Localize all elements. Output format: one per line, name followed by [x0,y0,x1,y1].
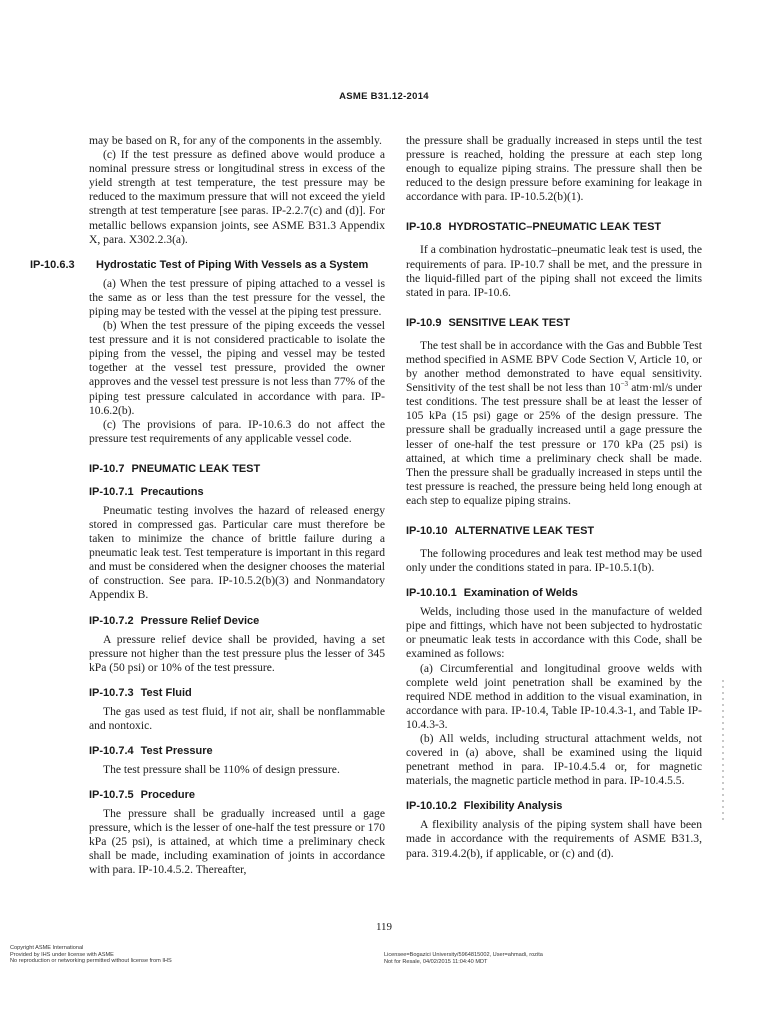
section-heading-ip-10-7-1: IP-10.7.1 Precautions [89,485,204,498]
section-heading-ip-10-7-3: IP-10.7.3 Test Fluid [89,686,192,699]
scan-artifact [722,680,724,820]
section-heading-ip-10-7: IP-10.7 PNEUMATIC LEAK TEST [89,462,261,475]
paragraph: the pressure shall be gradually increased in steps until the test pressure is reached, holding the pressure at each step long enough to equalize piping strains. The pressure shall then be reduced to the design pressure before examining for leakage in accordance with para. IP-10.5.2(b)(1). [406,134,702,204]
section-heading-ip-10-8: IP-10.8 HYDROSTATIC–PNEUMATIC LEAK TEST [406,221,662,234]
running-header: ASME B31.12-2014 [339,91,429,102]
paragraph: If a combination hydrostatic–pneumatic leak test is used, the requirements of para. IP-10.7 shall be met, and the pressure in the liquid-filled part of the piping shall not exceed the limits stated in para. IP-10.6. [406,243,702,299]
paragraph: may be based on R, for any of the components in the assembly. [89,134,382,147]
right-column [406,134,702,861]
paragraph: (c) The provisions of para. IP-10.6.3 do not affect the pressure test requirements of any applicable vessel code. [89,417,385,445]
paragraph: The gas used as test fluid, if not air, shall be nonflammable and nontoxic. [89,704,385,732]
paragraph: (a) When the test pressure of piping attached to a vessel is the same as or less than the test pressure for the vessel, the piping may be tested with the vessel at the piping test pressure. [89,276,385,318]
copyright-footer: Copyright ASME International Provided by IHS under license with ASME No reproduction or networking permitted without license from IHS [10,945,172,965]
left-column [30,134,385,878]
paragraph: (b) When the test pressure of the piping exceeds the vessel test pressure and it is not considered practicable to isolate the piping from the vessel, the piping and vessel may be tested together at the vessel test pressure, provided the owner approves and the vessel test pressure is not less than 77% of the piping test pressure calculated in accordance with para. IP-10.6.2(b). [89,319,385,417]
paragraph: (a) Circumferential and longitudinal groove welds with complete weld joint penetration shall be examined by the required NDE method in addition to the visual examination, in accordance with para. IP-10.4, Table IP-10.4.3-1, and Table IP-10.4.3-3. [406,661,702,731]
license-footer: Licensee=Bogazici University/5964815002, User=ahmadi, rozita Not for Resale, 04/02/2015 11:04:40 MDT [384,952,543,965]
exponent: −3 [620,380,629,389]
paragraph: The pressure shall be gradually increased until a gage pressure, which is the lesser of one-half the test pressure or 170 kPa (25 psi), is attained, at which time a preliminary check shall be made, including examination of joints in accordance with para. IP-10.4.5.2. Thereafter, [89,807,385,877]
section-heading-ip-10-10-2: IP-10.10.2 Flexibility Analysis [406,800,563,813]
section-heading-ip-10-7-4: IP-10.7.4 Test Pressure [89,745,213,757]
paragraph: (c) If the test pressure as defined above would produce a nominal pressure stress or longitudinal stress in excess of the yield strength at test temperature, the test pressure may be reduced to the maximum pressure that will not exceed the yield strength at test temperature [see paras. IP-2.2.7(c) and (d)]. For metallic bellows expansion joints, see ASME B31.3 Appendix X, para. X302.2.3(a). [89,148,385,246]
paragraph: Pneumatic testing involves the hazard of released energy stored in compressed gas. Particular care must therefore be taken to minimize the chance of brittle failure during a pneumatic leak test. Test temperature is important in this regard and must be considered when the designer chooses the material of construction. See para. IP-10.5.2(b)(3) and Nonmandatory Appendix B. [89,503,385,602]
paragraph: The following procedures and leak test method may be used only under the conditions stated in para. IP-10.5.1(b). [406,546,702,575]
paragraph: A flexibility analysis of the piping system shall have been made in accordance with the requirements of ASME B31.3, para. 319.4.2(b), if applicable, or (c) and (d). [406,818,702,860]
paragraph: Welds, including those used in the manufacture of welded pipe and fittings, which have not been subjected to hydrostatic or pneumatic leak tests in accordance with this Code, shall be examined as follows: [406,605,702,661]
section-heading-ip-10-9: IP-10.9 SENSITIVE LEAK TEST [406,316,571,329]
section-heading-ip-10-7-5: IP-10.7.5 Procedure [89,789,196,802]
section-heading-ip-10-10-1: IP-10.10.1 Examination of Welds [406,587,578,600]
section-heading-ip-10-6-3: IP-10.6.3 Hydrostatic Test of Piping With Vessels as a System [30,258,369,271]
page-number: 119 [375,921,393,933]
paragraph: (b) All welds, including structural attachment welds, not covered in (a) above, shall be examined using the liquid penetrant method in para. IP-10.4.5.4 or, for magnetic materials, the magnetic particle method in para. IP-10.4.5.5. [406,732,702,788]
paragraph: A pressure relief device shall be provided, having a set pressure not higher than the test pressure plus the lesser of 345 kPa (50 psi) or 10% of the test pressure. [89,632,385,674]
paragraph: The test pressure shall be 110% of design pressure. [103,763,340,776]
section-heading-ip-10-7-2: IP-10.7.2 Pressure Relief Device [89,614,260,627]
paragraph: The test shall be in accordance with the Gas and Bubble Test method specified in ASME BPV Code Section V, Article 10, or by another method demonstrated to have equal sensitivity. Sensitivity of the test shall be not less than $10^{-3}$ atm·ml/s under test conditions. The test pressure shall be at least the lesser of 105 kPa (15 psi) gage or 25% of the design pressure. The pressure shall be gradually increased until a gage pressure the lesser of one-half the test pressure or 170 kPa (25 psi) is attained, at which time a preliminary check shall be made. Then the pressure shall be gradually increased in steps until the test pressure is reached, the pressure being held long enough at each step to equalize piping strains. [406,338,702,507]
section-heading-ip-10-10: IP-10.10 ALTERNATIVE LEAK TEST [406,524,595,537]
